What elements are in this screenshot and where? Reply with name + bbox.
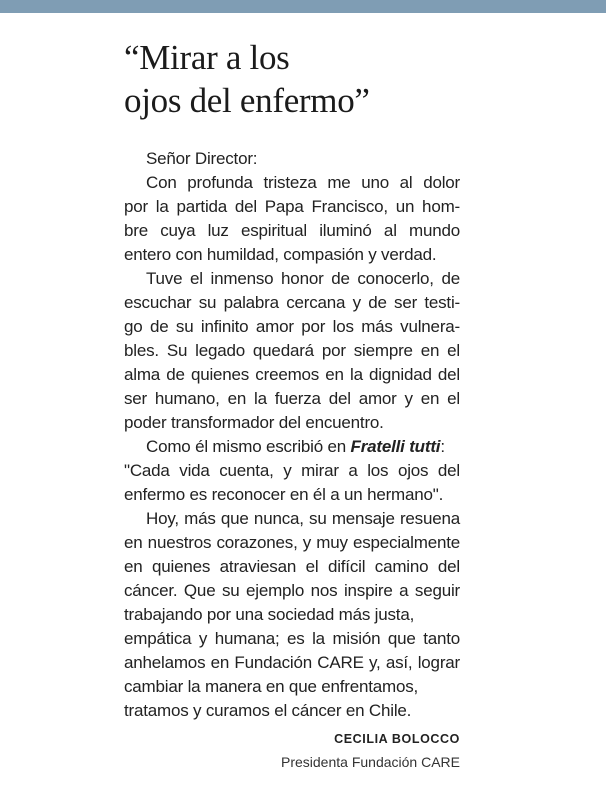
letter-body — [124, 147, 460, 723]
body-line: entero con humildad, compasión y verdad. — [124, 245, 437, 264]
letter-article — [124, 36, 460, 773]
body-line: go de su infinito amor por los más vulnera- — [124, 317, 460, 336]
headline-line-1: “Mirar a los — [124, 38, 290, 77]
body-line: Con profunda tristeza me uno al dolor — [146, 173, 460, 192]
body-line: cáncer. Que su ejemplo nos inspire a seguir — [124, 581, 460, 600]
book-title: Fratelli tutti — [350, 437, 441, 456]
body-line: por la partida del Papa Francisco, un hom- — [124, 197, 460, 216]
quote-intro-text: Como él mismo escribió en — [146, 437, 351, 456]
signature-role: Presidenta Fundación CARE — [281, 754, 460, 770]
body-line: poder transformador del encuentro. — [124, 413, 384, 432]
signature-name: CECILIA BOLOCCO — [334, 732, 460, 746]
body-line: ser humano, en la fuerza del amor y en el — [124, 389, 460, 408]
body-line: enfermo es reconocer en él a un hermano". — [124, 485, 444, 504]
body-line: Tuve el inmenso honor de conocerlo, de — [146, 269, 460, 288]
salutation: Señor Director: — [146, 149, 258, 168]
body-line: alma de quienes creemos en la dignidad del — [124, 365, 460, 384]
headline — [124, 36, 460, 122]
body-line: en nuestros corazones, y muy especialmente — [124, 533, 460, 552]
body-line: Hoy, más que nunca, su mensaje resuena — [146, 509, 460, 528]
body-line: bles. Su legado quedará por siempre en el — [124, 341, 460, 360]
body-line: empática y humana; es la misión que tanto — [124, 629, 460, 648]
body-line: tratamos y curamos el cáncer en Chile. — [124, 701, 412, 720]
body-line-quote-intro — [124, 435, 460, 459]
headline-line-2: ojos del enfermo” — [124, 81, 370, 120]
body-line: escuchar su palabra cercana y de ser testi- — [124, 293, 460, 312]
body-line: anhelamos en Fundación CARE y, así, lograr — [124, 653, 460, 672]
body-line: cambiar la manera en que enfrentamos, — [124, 677, 419, 696]
body-line: en quienes atraviesan el difícil camino del — [124, 557, 460, 576]
body-line: trabajando por una sociedad más justa, — [124, 605, 415, 624]
top-header-bar — [0, 0, 606, 13]
body-line: "Cada vida cuenta, y mirar a los ojos del — [124, 461, 460, 480]
quote-intro-colon: : — [440, 437, 445, 456]
body-line: bre cuya luz espiritual iluminó al mundo — [124, 221, 460, 240]
